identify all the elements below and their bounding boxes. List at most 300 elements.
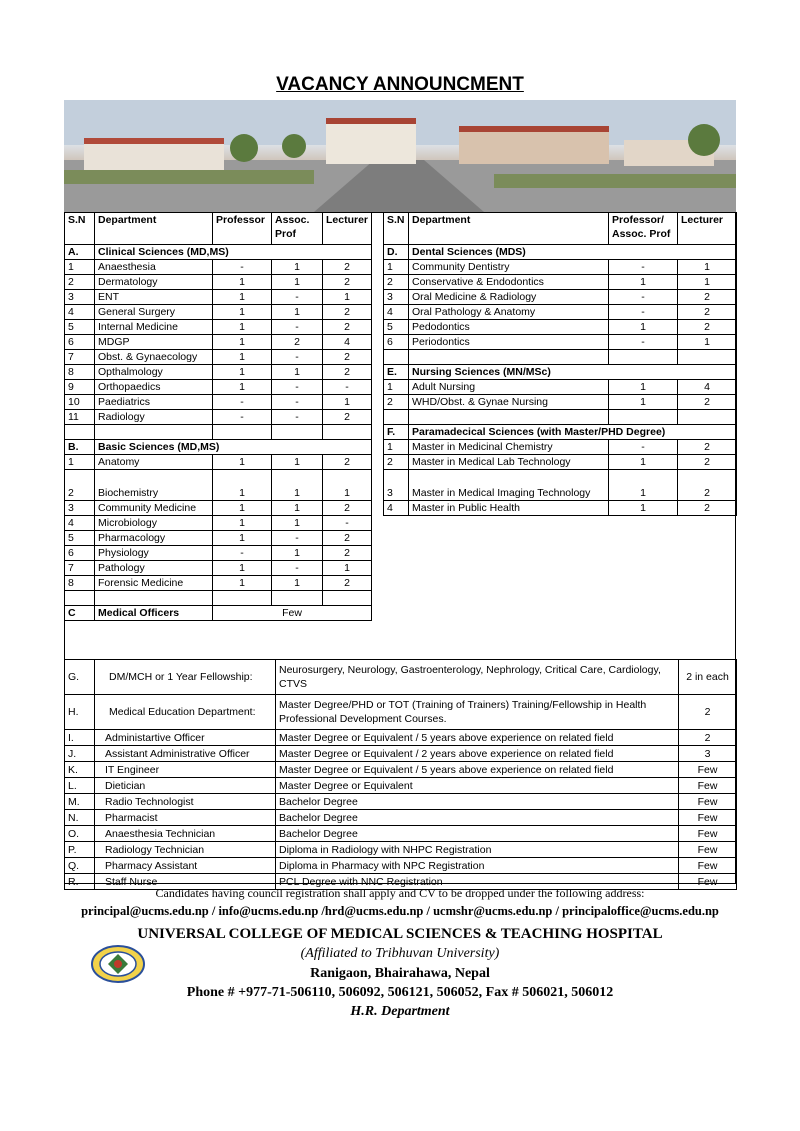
position-title: Staff Nurse [95,874,276,890]
position-code: L. [65,778,95,794]
table-row [65,290,372,305]
vacancy-count: 2 [678,320,737,335]
serial-number: 5 [65,320,95,335]
column-header: S.N [65,213,95,245]
campus-photo [64,100,736,212]
header-row [384,213,737,245]
serial-number: 4 [384,501,409,516]
vacancy-count: - [272,531,323,546]
vacancy-count: 2 in each [679,660,737,695]
table-row [65,531,372,546]
section-code: A. [65,245,95,260]
table-row [65,305,372,320]
department-name: Obst. & Gynaecology [95,350,213,365]
position-title: Dietician [95,778,276,794]
blank-cell [678,350,737,365]
position-code: R. [65,874,95,890]
vacancy-count: 1 [213,305,272,320]
blank-row [384,410,737,425]
table-row [384,470,737,501]
section-code: F. [384,425,409,440]
vacancy-count: 2 [323,501,372,516]
department-name: Community Dentistry [409,260,609,275]
vacancy-count: 1 [272,365,323,380]
table-row [65,365,372,380]
serial-number: 3 [384,290,409,305]
vacancy-count: 1 [272,470,323,501]
qualification: Master Degree or Equivalent [276,778,679,794]
qualification: Master Degree or Equivalent / 5 years above experience on related field [276,730,679,746]
position-title: Radiology Technician [95,842,276,858]
table-row [65,842,737,858]
vacancy-count: 1 [678,275,737,290]
vacancy-count: 2 [678,470,737,501]
vacancy-count: - [609,305,678,320]
table-row [65,810,737,826]
vacancy-count: - [609,260,678,275]
department-name: Periodontics [409,335,609,350]
table-row [384,320,737,335]
vacancy-count: 1 [213,576,272,591]
table-row [384,395,737,410]
serial-number: 3 [65,290,95,305]
table-row [384,455,737,470]
section-row [384,245,737,260]
vacancy-count: 1 [272,275,323,290]
vacancy-count: 2 [678,440,737,455]
serial-number: 7 [65,561,95,576]
vacancy-count: 2 [323,320,372,335]
college-name: UNIVERSAL COLLEGE OF MEDICAL SCIENCES & TEACHING HOSPITAL [137,926,663,942]
department-name: Pharmacology [95,531,213,546]
table-row [65,275,372,290]
phone-fax: Phone # +977-71-506110, 506092, 506121, 506052, Fax # 506021, 506012 [186,985,614,1000]
spacer-row [65,645,737,660]
department-name: Internal Medicine [95,320,213,335]
department-name: Anaesthesia [95,260,213,275]
blank-cell [65,591,95,606]
vacancy-count: - [323,516,372,531]
serial-number: 4 [65,516,95,531]
vacancy-count: 1 [323,395,372,410]
serial-number: 2 [65,470,95,501]
vacancy-count: 1 [323,290,372,305]
section-row [384,425,737,440]
position-code: J. [65,746,95,762]
vacancy-count: 1 [213,290,272,305]
serial-number: 9 [65,380,95,395]
serial-number: 11 [65,410,95,425]
table-row [384,440,737,455]
column-header: Professor/ Assoc. Prof [609,213,678,245]
blank-cell [213,425,272,440]
header-row [65,213,372,245]
vacancy-count: 4 [678,380,737,395]
vacancy-count: - [213,410,272,425]
column-header: Lecturer [678,213,737,245]
blank-cell [678,410,737,425]
table-row [384,501,737,516]
vacancy-count: - [609,335,678,350]
department-name: Conservative & Endodontics [409,275,609,290]
vacancy-count: 1 [678,260,737,275]
vacancy-count: 1 [272,546,323,561]
table-row [65,350,372,365]
vacancy-count: - [272,395,323,410]
position-code: G. [65,660,95,695]
vacancy-count: - [272,380,323,395]
table-row [65,501,372,516]
vacancy-count: 2 [678,305,737,320]
vacancy-count: 2 [678,455,737,470]
email-list: principal@ucms.edu.np / info@ucms.edu.np /hrd@ucms.edu.np / ucmshr@ucms.edu.np / principaloffice@ucms.edu.np [81,904,719,918]
vacancy-count: 2 [678,395,737,410]
table-row [384,305,737,320]
department-name: Oral Medicine & Radiology [409,290,609,305]
department-name: MDGP [95,335,213,350]
section-name: Basic Sciences (MD,MS) [95,440,372,455]
department-name: Orthopaedics [95,380,213,395]
vacancy-count: - [272,410,323,425]
vacancy-count: - [272,350,323,365]
table-row [65,260,372,275]
section-code: C [65,606,95,621]
table-row [65,410,372,425]
vacancy-count: 1 [213,350,272,365]
serial-number: 1 [384,380,409,395]
department-name: General Surgery [95,305,213,320]
vacancy-count: 1 [323,470,372,501]
section-name: Clinical Sciences (MD,MS) [95,245,372,260]
application-note: Candidates having council registration shall apply and CV to be dropped under the following address: [155,886,645,900]
table-row [65,660,737,695]
table-row [65,546,372,561]
vacancy-count: 2 [678,290,737,305]
table-row [65,576,372,591]
vacancy-count: 2 [272,335,323,350]
column-header: Department [409,213,609,245]
left-vacancy-table [64,212,372,621]
serial-number: 1 [384,440,409,455]
section-row [65,440,372,455]
address: Ranigaon, Bhairahawa, Nepal [310,966,490,981]
vacancy-count: - [323,380,372,395]
blank-row [65,425,372,440]
vacancy-count: 1 [213,380,272,395]
vacancy-count: - [213,260,272,275]
department-name: Master in Public Health [409,501,609,516]
department-name: Pathology [95,561,213,576]
column-header: Lecturer [323,213,372,245]
vacancy-count: 1 [213,275,272,290]
vacancy-count: 1 [609,455,678,470]
position-code: K. [65,762,95,778]
vacancy-count: 1 [213,531,272,546]
position-title: Pharmacist [95,810,276,826]
section-code: B. [65,440,95,455]
department-name: Anatomy [95,455,213,470]
spacer-cell [65,645,737,660]
vacancy-count: Few [679,794,737,810]
vacancy-count: 2 [678,501,737,516]
table-row [65,335,372,350]
vacancy-count: Few [679,858,737,874]
vacancy-count: 2 [323,546,372,561]
position-code: Q. [65,858,95,874]
qualification: Master Degree or Equivalent / 5 years above experience on related field [276,762,679,778]
table-row [384,335,737,350]
table-row [65,455,372,470]
qualification: Bachelor Degree [276,794,679,810]
serial-number: 8 [65,365,95,380]
qualification: Bachelor Degree [276,810,679,826]
serial-number: 1 [384,260,409,275]
vacancy-count: 2 [679,730,737,746]
blank-row [65,591,372,606]
vacancy-count: 1 [213,501,272,516]
blank-cell [323,425,372,440]
vacancy-count: 2 [323,531,372,546]
table-row [65,762,737,778]
department-name: Dermatology [95,275,213,290]
serial-number: 5 [65,531,95,546]
vacancy-count: Few [679,778,737,794]
qualification: Diploma in Radiology with NHPC Registration [276,842,679,858]
vacancy-count: 1 [272,260,323,275]
vacancy-count: 1 [609,501,678,516]
vacancy-count: 2 [323,576,372,591]
qualification: Master Degree/PHD or TOT (Training of Trainers) Training/Fellowship in Health Professional Development Courses. [276,695,679,730]
serial-number: 2 [384,455,409,470]
vacancy-count: 1 [213,516,272,531]
vacancy-count: 1 [272,305,323,320]
qualification: PCL Degree with NNC Registration [276,874,679,890]
vacancy-count: 1 [213,470,272,501]
blank-cell [65,425,95,440]
position-title: Medical Education Department: [95,695,276,730]
serial-number: 5 [384,320,409,335]
position-code: M. [65,794,95,810]
serial-number: 8 [65,576,95,591]
vacancy-count: 2 [323,410,372,425]
vacancy-count: 1 [213,455,272,470]
serial-number: 2 [384,395,409,410]
department-name: Master in Medical Imaging Technology [409,470,609,501]
department-name: Microbiology [95,516,213,531]
qualification: Master Degree or Equivalent / 2 years above experience on related field [276,746,679,762]
table-row [384,275,737,290]
department-name: Biochemistry [95,470,213,501]
vacancy-count: 1 [609,470,678,501]
college-seal-icon [90,944,146,984]
table-row [65,516,372,531]
serial-number: 10 [65,395,95,410]
blank-cell [609,350,678,365]
serial-number: 1 [65,455,95,470]
vacancy-count: 2 [323,350,372,365]
vacancy-count: 2 [323,305,372,320]
section-name: Dental Sciences (MDS) [409,245,737,260]
department-name: Radiology [95,410,213,425]
department-name: Opthalmology [95,365,213,380]
vacancy-count: 2 [323,275,372,290]
table-row [384,380,737,395]
vacancy-count: 1 [678,335,737,350]
position-code: N. [65,810,95,826]
vacancy-count: 4 [323,335,372,350]
section-code: D. [384,245,409,260]
vacancy-count: 2 [323,260,372,275]
table-row [65,730,737,746]
vacancy-count: 2 [323,455,372,470]
position-title: DM/MCH or 1 Year Fellowship: [95,660,276,695]
serial-number: 7 [65,350,95,365]
position-title: Administartive Officer [95,730,276,746]
blank-cell [95,591,213,606]
vacancy-count: 1 [213,561,272,576]
department-name: Oral Pathology & Anatomy [409,305,609,320]
table-row [65,695,737,730]
table-row [65,470,372,501]
vacancy-count: 1 [609,320,678,335]
section-name: Nursing Sciences (MN/MSc) [409,365,737,380]
vacancy-count: Few [679,810,737,826]
department-name: Physiology [95,546,213,561]
position-title: Assistant Administrative Officer [95,746,276,762]
serial-number: 6 [384,335,409,350]
medical-officers-row [65,606,372,621]
vacancy-count: Few [213,606,372,621]
blank-cell [384,350,409,365]
vacancy-count: - [213,546,272,561]
section-row [384,365,737,380]
qualification: Neurosurgery, Neurology, Gastroenterology, Nephrology, Critical Care, Cardiology, CTVS [276,660,679,695]
table-row [384,290,737,305]
position-code: O. [65,826,95,842]
serial-number: 4 [384,305,409,320]
vacancy-count: 1 [609,380,678,395]
serial-number: 6 [65,546,95,561]
department-name: Forensic Medicine [95,576,213,591]
vacancy-count: Few [679,826,737,842]
vacancy-count: 2 [323,365,372,380]
table-row [384,260,737,275]
serial-number: 2 [65,275,95,290]
table-row [65,858,737,874]
table-row [65,746,737,762]
blank-cell [272,425,323,440]
position-code: H. [65,695,95,730]
serial-number: 3 [65,501,95,516]
table-row [65,561,372,576]
vacancy-count: 1 [609,275,678,290]
vacancy-count: Few [679,762,737,778]
column-header: S.N [384,213,409,245]
blank-cell [213,591,272,606]
blank-cell [609,410,678,425]
section-name: Medical Officers [95,606,213,621]
table-row [65,794,737,810]
department-name: Paediatrics [95,395,213,410]
vacancy-count: Few [679,842,737,858]
blank-cell [323,591,372,606]
qualification: Bachelor Degree [276,826,679,842]
position-code: I. [65,730,95,746]
vacancy-count: 1 [213,365,272,380]
department-name: Master in Medicinal Chemistry [409,440,609,455]
serial-number: 3 [384,470,409,501]
blank-cell [409,350,609,365]
blank-row [384,350,737,365]
blank-cell [409,410,609,425]
vacancy-count: - [272,561,323,576]
blank-cell [95,425,213,440]
affiliation: (Affiliated to Tribhuvan University) [300,946,500,961]
serial-number: 6 [65,335,95,350]
position-title: Anaesthesia Technician [95,826,276,842]
serial-number: 2 [384,275,409,290]
section-row [65,245,372,260]
vacancy-count: 1 [272,516,323,531]
table-row [65,826,737,842]
table-row [65,778,737,794]
vacancy-count: 1 [272,501,323,516]
blank-cell [384,410,409,425]
department-name: Community Medicine [95,501,213,516]
table-row [65,395,372,410]
column-header: Department [95,213,213,245]
position-title: IT Engineer [95,762,276,778]
vacancy-count: 1 [323,561,372,576]
vacancy-count: - [272,290,323,305]
position-code: P. [65,842,95,858]
right-vacancy-table [383,212,737,516]
vacancy-count: 1 [272,576,323,591]
blank-cell [272,591,323,606]
department-name: Adult Nursing [409,380,609,395]
column-header: Assoc. Prof [272,213,323,245]
vacancy-count: - [213,395,272,410]
vacancy-count: - [609,440,678,455]
vacancy-count: - [609,290,678,305]
table-row [65,380,372,395]
department-name: Pedodontics [409,320,609,335]
column-header: Professor [213,213,272,245]
position-title: Radio Technologist [95,794,276,810]
vacancy-count: 1 [272,455,323,470]
vacancy-count: 2 [679,695,737,730]
table-row [65,320,372,335]
position-title: Pharmacy Assistant [95,858,276,874]
qualification: Diploma in Pharmacy with NPC Registration [276,858,679,874]
page-title: VACANCY ANNOUNCMENT [276,74,524,95]
section-name: Paramadecical Sciences (with Master/PHD Degree) [409,425,737,440]
vacancy-count: 3 [679,746,737,762]
serial-number: 4 [65,305,95,320]
vacancy-count: 1 [213,335,272,350]
department-name: Master in Medical Lab Technology [409,455,609,470]
department-name: ENT [95,290,213,305]
vacancy-count: 1 [609,395,678,410]
hr-department: H.R. Department [350,1004,450,1019]
vacancy-count: Few [679,874,737,890]
department-name: WHD/Obst. & Gynae Nursing [409,395,609,410]
serial-number: 1 [65,260,95,275]
vacancy-count: - [272,320,323,335]
other-positions-table [64,645,737,890]
section-code: E. [384,365,409,380]
vacancy-count: 1 [213,320,272,335]
